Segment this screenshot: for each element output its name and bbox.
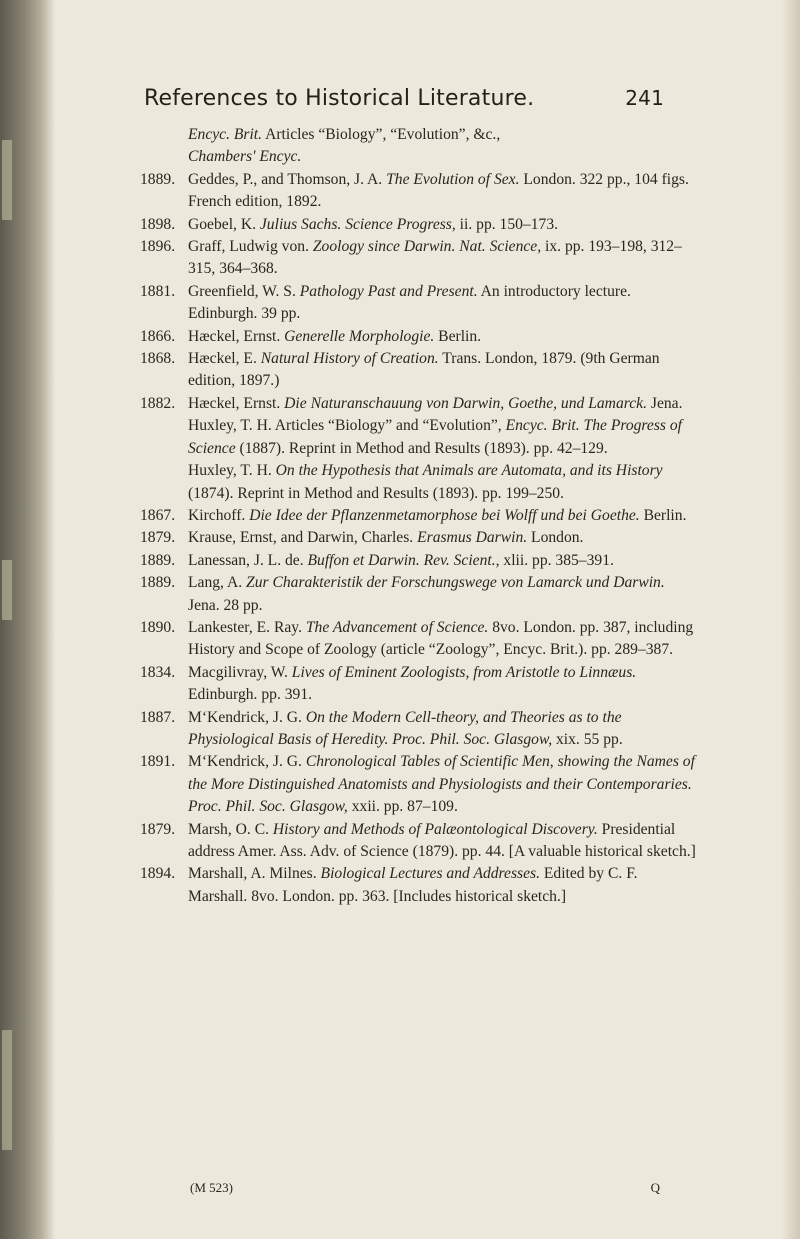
- entry-year: 1889.: [140, 170, 176, 188]
- entry-author: Kirchoff.: [188, 506, 250, 524]
- entry-year: 1891.: [140, 753, 176, 771]
- entry-author: Greenfield, W. S.: [188, 282, 300, 300]
- entry-text: [188, 281, 700, 326]
- entry-year: [140, 460, 188, 505]
- entry-title: Erasmus Darwin.: [417, 529, 528, 547]
- reference-entry: [140, 460, 700, 505]
- entry-author: Huxley, T. H.: [188, 462, 276, 480]
- signature-mark: (M 523): [190, 1180, 233, 1195]
- entry-title: Die Idee der Pflanzenmetamorphose bei Wolff und bei Goethe.: [249, 506, 640, 524]
- entry-details: Jena.: [646, 394, 683, 412]
- entry-text: [188, 550, 700, 572]
- intro-entry: [140, 124, 700, 169]
- entry-text: [188, 751, 700, 818]
- entry-author: Lankester, E. Ray.: [188, 618, 306, 636]
- reference-entry: [140, 214, 700, 236]
- entry-author: Geddes, P., and Thomson, J. A.: [188, 170, 387, 188]
- entry-title: Die Naturanschauung von Darwin, Goethe, und Lamarck.: [284, 394, 647, 412]
- entry-year: 1882.: [140, 394, 176, 412]
- entry-details: Trans. London, 1879. (9th German edition, 1897.): [188, 350, 660, 390]
- entry-title: Natural History of Creation.: [260, 350, 439, 368]
- entry-title: The Advancement of Science.: [305, 618, 489, 636]
- entry-details: ii. pp. 150–173.: [455, 215, 559, 233]
- intro-text: Articles “Biology”, “Evolution”, &c.,: [262, 126, 501, 143]
- reference-entry: [140, 707, 700, 752]
- entry-year: 1879.: [140, 529, 176, 547]
- entry-text: [188, 617, 700, 662]
- entry-details: Edinburgh. pp. 391.: [188, 686, 313, 704]
- entry-text: [188, 393, 700, 415]
- entry-details: (1874). Reprint in Method and Results (1893). pp. 199–250.: [188, 484, 564, 502]
- entry-text: [188, 415, 700, 460]
- entry-title: History and Methods of Palæontological Discovery.: [272, 820, 598, 838]
- entry-title: Biological Lectures and Addresses.: [320, 865, 540, 883]
- entry-author: Hæckel, E.: [188, 350, 261, 368]
- entry-author: Krause, Ernst, and Darwin, Charles.: [188, 529, 418, 547]
- page-edge: [782, 0, 800, 1239]
- entry-details: Presidential address Amer. Ass. Adv. of Science (1879). pp. 44. [A valuable historical sketch.]: [188, 820, 696, 860]
- entry-details: Berlin.: [639, 506, 687, 524]
- reference-entry: [140, 326, 700, 348]
- gathering-letter: Q: [650, 1180, 660, 1195]
- entry-author: M‘Kendrick, J. G.: [188, 708, 306, 726]
- entry-details: xxii. pp. 87–109.: [347, 798, 458, 816]
- entry-title: On the Hypothesis that Animals are Automata, and its History: [275, 462, 663, 480]
- entry-year: 1889.: [140, 551, 176, 569]
- entry-year: 1898.: [140, 215, 176, 233]
- entry-details: Edited by C. F. Marshall. 8vo. London. pp. 363. [Includes historical sketch.]: [188, 865, 638, 905]
- reference-entry: [140, 505, 700, 527]
- entry-details: ix. pp. 193–198, 312–315, 364–368.: [188, 238, 682, 278]
- running-head: [144, 86, 664, 111]
- entry-title: Buffon et Darwin. Rev. Scient.,: [307, 551, 500, 569]
- entry-text: [188, 169, 700, 214]
- entry-year: 1866.: [140, 327, 176, 345]
- entry-author: Lang, A.: [188, 574, 247, 592]
- entry-author: Marshall, A. Milnes.: [188, 865, 321, 883]
- entry-details: London.: [527, 529, 584, 547]
- entry-title: Pathology Past and Present.: [299, 282, 478, 300]
- reference-entry: [140, 662, 700, 707]
- entry-author: Goebel, K.: [188, 215, 260, 233]
- gutter-mark: [2, 1030, 12, 1150]
- entry-title: Julius Sachs. Science Progress,: [259, 215, 456, 233]
- entry-details: An introductory lecture. Edinburgh. 39 pp.: [188, 282, 631, 323]
- entry-text: [188, 236, 700, 281]
- entry-author: Huxley, T. H. Articles “Biology” and “Evolution”,: [188, 417, 506, 435]
- entry-title: On the Modern Cell-theory, and Theories as to the Physiological Basis of Heredity. Proc. Phil. Soc. Glasgow,: [188, 708, 622, 748]
- entry-year: 1834.: [140, 663, 176, 681]
- entry-details: Berlin.: [434, 327, 482, 345]
- entry-year: 1881.: [140, 282, 176, 300]
- entry-author: Macgilivray, W.: [188, 663, 292, 681]
- entry-text: [188, 662, 700, 707]
- entry-year: 1867.: [140, 506, 176, 524]
- reference-entry: [140, 550, 700, 572]
- entry-title: Encyc. Brit. The Progress of Science: [188, 417, 683, 457]
- reference-entry: [140, 415, 700, 460]
- entry-list: [140, 169, 700, 908]
- entry-details: xix. 55 pp.: [552, 730, 623, 748]
- entry-text: [188, 505, 700, 527]
- entry-year: 1896.: [140, 238, 176, 256]
- entry-title: Generelle Morphologie.: [284, 327, 435, 345]
- entry-author: Hæckel, Ernst.: [188, 394, 285, 412]
- reference-entry: [140, 281, 700, 326]
- entry-details: xlii. pp. 385–391.: [499, 551, 614, 569]
- reference-entry: [140, 572, 700, 617]
- entry-title: Chronological Tables of Scientific Men, showing the Names of the More Distinguished Anatomists and Physiologists and their Contemporaries. Proc. Phil. Soc. Glasgow,: [188, 753, 695, 816]
- reference-entry: [140, 819, 700, 864]
- reference-entry: [140, 751, 700, 818]
- entry-year: 1879.: [140, 820, 176, 838]
- entry-year: 1894.: [140, 865, 176, 883]
- entry-title: Zur Charakteristik der Forschungswege von Lamarck und Darwin.: [246, 574, 665, 592]
- page-number: 241: [625, 86, 664, 110]
- gutter-mark: [2, 140, 12, 220]
- entry-title: The Evolution of Sex.: [386, 170, 520, 188]
- reference-entry: [140, 527, 700, 549]
- entry-author: M‘Kendrick, J. G.: [188, 753, 306, 771]
- entry-text: [188, 460, 700, 505]
- entry-details: Jena. 28 pp.: [188, 596, 263, 614]
- entry-text: [188, 572, 700, 617]
- reference-entry: [140, 169, 700, 214]
- entry-year: 1887.: [140, 708, 176, 726]
- entry-text: [188, 326, 700, 348]
- entry-details: (1887). Reprint in Method and Results (1893). pp. 42–129.: [235, 439, 608, 457]
- entry-text: [188, 819, 700, 864]
- page-title: References to Historical Literature.: [144, 86, 535, 111]
- entry-text: [188, 527, 700, 549]
- entry-author: Lanessan, J. L. de.: [188, 551, 308, 569]
- entry-author: Marsh, O. C.: [188, 820, 273, 838]
- entry-year: 1868.: [140, 350, 176, 368]
- entry-title: Zoology since Darwin. Nat. Science,: [312, 238, 542, 256]
- reference-list: [140, 124, 700, 908]
- reference-entry: [140, 348, 700, 393]
- entry-title: Lives of Eminent Zoologists, from Aristotle to Linnæus.: [291, 663, 637, 681]
- entry-year: [140, 415, 188, 460]
- entry-year: 1890.: [140, 618, 176, 636]
- entry-author: Hæckel, Ernst.: [188, 327, 285, 345]
- entry-author: Graff, Ludwig von.: [188, 238, 313, 256]
- reference-entry: [140, 617, 700, 662]
- entry-details: London. 322 pp., 104 figs. French edition, 1892.: [188, 170, 689, 211]
- entry-text: [188, 348, 700, 393]
- reference-entry: [140, 863, 700, 908]
- reference-entry: [140, 236, 700, 281]
- book-gutter-shadow: [0, 0, 55, 1239]
- reference-entry: [140, 393, 700, 415]
- entry-details: 8vo. London. pp. 387, including History and Scope of Zoology (article “Zoology”, Encyc. Brit.). pp. 289–387.: [188, 618, 694, 659]
- intro-source: Encyc. Brit.: [188, 126, 263, 143]
- gutter-mark: [2, 560, 12, 620]
- entry-text: [188, 707, 700, 752]
- intro-source-2: Chambers' Encyc.: [188, 148, 302, 166]
- entry-year: 1889.: [140, 574, 176, 592]
- page-signature: [190, 1180, 660, 1196]
- entry-text: [188, 863, 700, 908]
- entry-text: [188, 214, 700, 236]
